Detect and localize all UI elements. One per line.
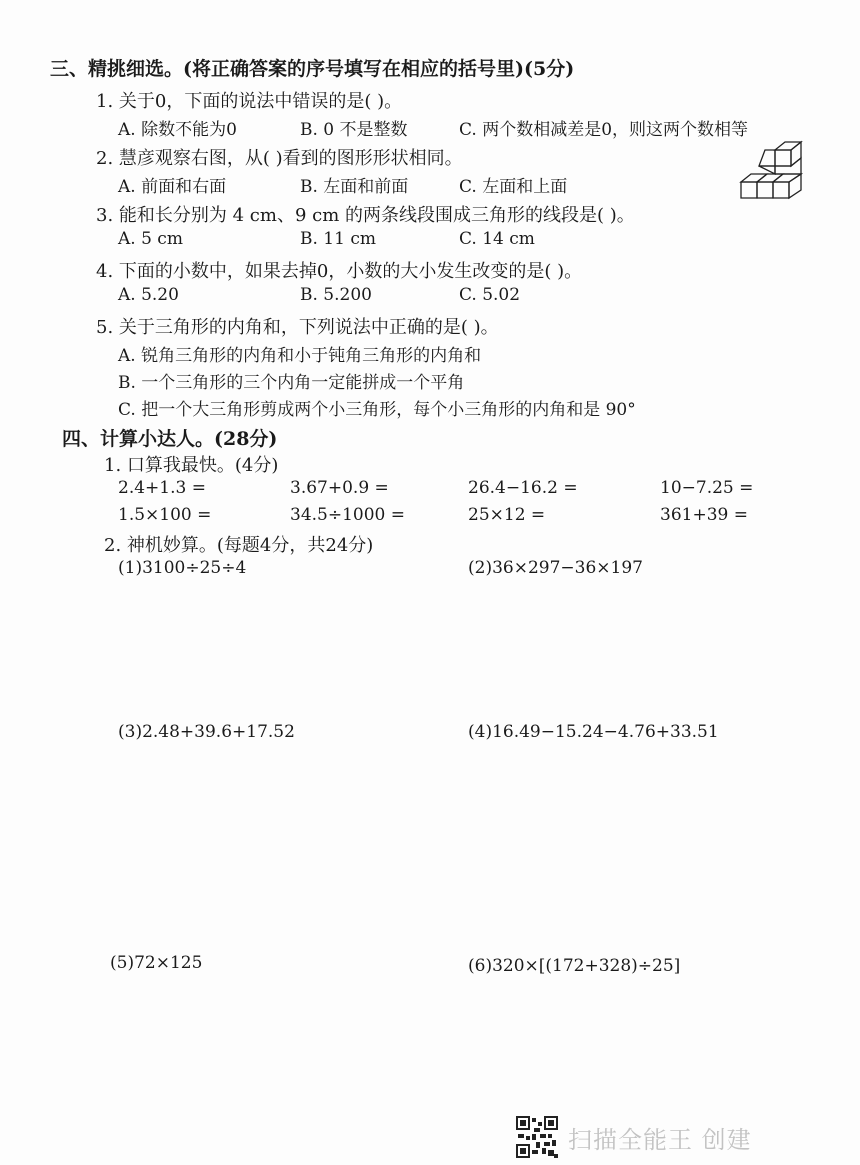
smart-calc-title: 2. 神机妙算。(每题4分，共24分) [104,535,374,556]
section3-heading: 三、精挑细选。(将正确答案的序号填写在相应的括号里)(5分) [50,58,575,80]
q3-option-b: B. 11 cm [300,229,376,249]
smart-calc-problem-6: (6)320×[(172+328)÷25] [468,956,681,976]
watermark-text: 扫描全能王 创建 [568,1125,752,1154]
smart-calc-problem-3: (3)2.48+39.6+17.52 [118,722,295,742]
oral-calc-item: 25×12 = [468,505,546,525]
smart-calc-problem-5: (5)72×125 [110,953,203,973]
oral-calc-item: 2.4+1.3 = [118,478,206,498]
section4-heading: 四、计算小达人。(28分) [62,428,278,450]
oral-calc-item: 361+39 = [660,505,748,525]
question-2: 2. 慧彦观察右图，从( )看到的图形形状相同。 [96,148,463,169]
qr-code-icon [516,1116,558,1158]
oral-calc-title: 1. 口算我最快。(4分) [104,455,279,476]
q3-option-a: A. 5 cm [118,229,183,249]
stacked-cubes-figure [737,138,803,200]
q4-option-c: C. 5.02 [459,285,521,305]
question-5: 5. 关于三角形的内角和，下列说法中正确的是( )。 [96,317,499,338]
q2-option-c: C. 左面和上面 [459,177,568,197]
question-1: 1. 关于0，下面的说法中错误的是( )。 [96,91,403,112]
q5-option-b: B. 一个三角形的三个内角一定能拼成一个平角 [118,373,465,393]
scanner-watermark [516,1116,752,1158]
smart-calc-problem-1: (1)3100÷25÷4 [118,558,247,578]
q2-option-a: A. 前面和右面 [118,177,227,197]
q1-option-a: A. 除数不能为0 [118,120,237,140]
q3-option-c: C. 14 cm [459,229,535,249]
smart-calc-problem-4: (4)16.49−15.24−4.76+33.51 [468,722,719,742]
q4-option-b: B. 5.200 [300,285,372,305]
q4-option-a: A. 5.20 [118,285,179,305]
q1-option-c: C. 两个数相减差是0，则这两个数相等 [459,120,749,140]
oral-calc-item: 10−7.25 = [660,478,754,498]
oral-calc-item: 3.67+0.9 = [290,478,389,498]
oral-calc-item: 34.5÷1000 = [290,505,406,525]
oral-calc-item: 1.5×100 = [118,505,212,525]
question-3: 3. 能和长分别为 4 cm、9 cm 的两条线段围成三角形的线段是( )。 [96,205,635,226]
q2-option-b: B. 左面和前面 [300,177,409,197]
q1-option-b: B. 0 不是整数 [300,120,408,140]
q5-option-c: C. 把一个大三角形剪成两个小三角形，每个小三角形的内角和是 90° [118,400,636,420]
smart-calc-problem-2: (2)36×297−36×197 [468,558,643,578]
q5-option-a: A. 锐角三角形的内角和小于钝角三角形的内角和 [118,346,482,366]
oral-calc-item: 26.4−16.2 = [468,478,578,498]
question-4: 4. 下面的小数中，如果去掉0，小数的大小发生改变的是( )。 [96,261,583,282]
